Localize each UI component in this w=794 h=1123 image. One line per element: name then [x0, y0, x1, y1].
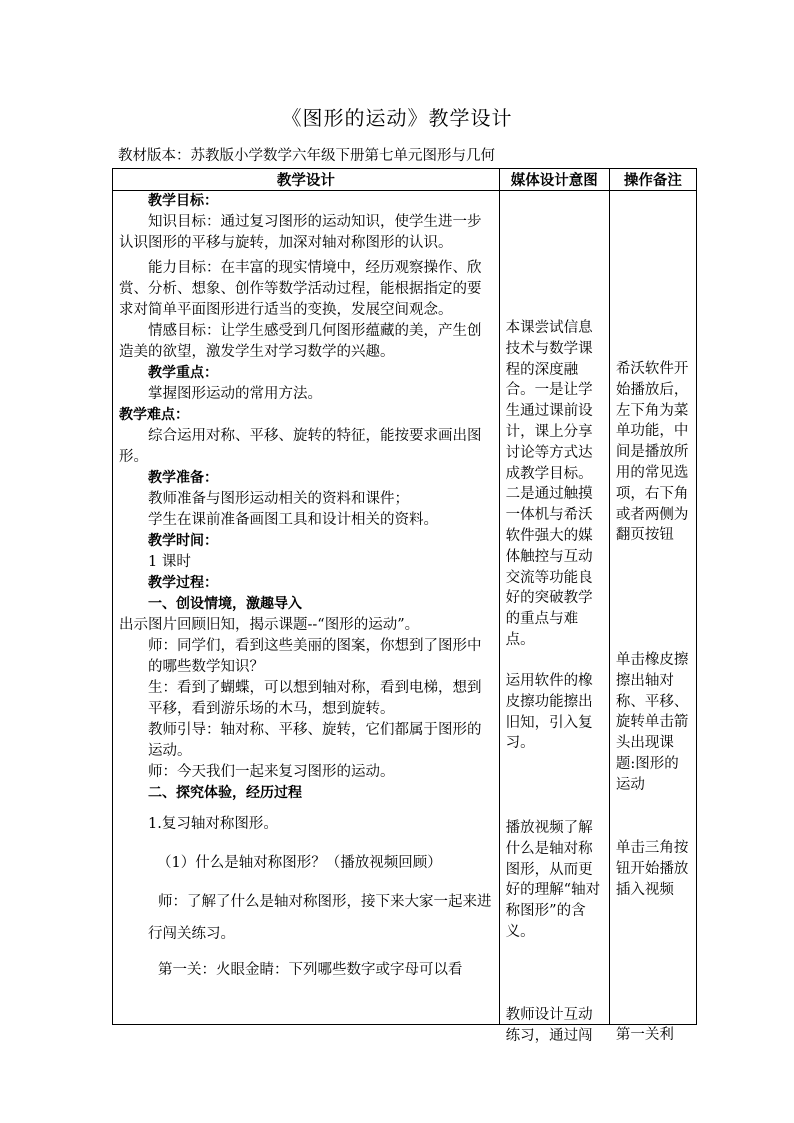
step2-item2: （1）什么是轴对称图形？（播放视频回顾） [157, 855, 442, 871]
step1-line4: 教师引导：轴对称、平移、旋转，它们都属于图形的运动。 [148, 722, 482, 759]
header-teaching-design: 教学设计 [113, 169, 500, 191]
operation-note-4: 第一关利 [615, 1027, 674, 1043]
prep-heading: 教学准备： [148, 470, 218, 486]
step1-line1: 出示图片回顾旧知，揭示课题--“图形的运动”。 [119, 617, 420, 633]
step1-line3: 生：看到了蝴蝶，可以想到轴对称，看到电梯，想到平移，看到游乐场的木马，想到旋转。 [148, 680, 482, 717]
difficulty-text: 综合运用对称、平移、旋转的特征，能按要求画出图形。 [119, 428, 482, 465]
operation-note-1: 希沃软件开始播放后，左下角为菜单功能，中间是播放所用的常见选项，右下角或者两侧为翻页按钮 [615, 361, 689, 544]
knowledge-goal: 知识目标：通过复习图形的运动知识，使学生进一步认识图形的平移与旋转，加深对轴对称图形的认识。 [119, 214, 482, 251]
lesson-plan-table [112, 168, 697, 1044]
key-text: 掌握图形运动的常用方法。 [148, 386, 322, 402]
teaching-design-cell [113, 191, 500, 1025]
process-heading: 教学过程： [148, 575, 218, 591]
step1-line2: 师：同学们，看到这些美丽的图案，你想到了图形中的哪些数学知识？ [148, 638, 482, 675]
prep-student: 学生在课前准备画图工具和设计相关的资料。 [148, 512, 438, 528]
step1-line5: 师：今天我们一起来复习图形的运动。 [148, 764, 395, 780]
header-media-intent: 媒体设计意图 [499, 169, 609, 191]
step1-heading: 一、创设情境，激趣导入 [148, 596, 302, 612]
media-note-2: 运用软件的橡皮擦功能擦出旧知，引入复习。 [505, 673, 593, 752]
difficulty-heading: 教学难点： [119, 407, 189, 423]
header-operation-notes: 操作备注 [609, 169, 696, 191]
step2-item1: 1.复习轴对称图形。 [148, 816, 278, 832]
media-note-4: 教师设计互动练习，通过闯 [505, 1007, 593, 1044]
media-intent-cell [499, 191, 609, 1044]
prep-teacher: 教师准备与图形运动相关的资料和课件； [148, 491, 409, 507]
textbook-edition: 教材版本：苏教版小学数学六年级下册第七单元图形与几何 [118, 148, 495, 164]
step2-heading: 二、探究体验，经历过程 [148, 785, 302, 801]
document-title: 《图形的运动》教学设计 [281, 106, 513, 130]
media-note-3: 播放视频了解什么是轴对称图形，从而更好的理解“轴对称图形”的含义。 [505, 820, 601, 940]
ability-goal: 能力目标：在丰富的现实情境中，经历观察操作、欣赏、分析、想象、创作等数学活动过程，能根据指定的要求对简单平面图形进行适当的变换，发展空间观念。 [119, 260, 482, 318]
emotion-goal: 情感目标：让学生感受到几何图形蕴藏的美，产生创造美的欲望，激发学生对学习数学的兴趣。 [119, 323, 482, 360]
key-heading: 教学重点： [148, 365, 218, 381]
step2-line4: 第一关：火眼金睛：下列哪些数字或字母可以看 [158, 962, 463, 978]
media-note-1: 本课尝试信息技术与数学课程的深度融合。一是让学生通过课前设计，课上分享讨论等方式达成教学目标。二是通过触摸一体机与希沃软件强大的媒体触控与互动交流等功能良好的突破教学的重点与难点。 [505, 320, 593, 648]
operation-notes-cell [609, 191, 696, 1043]
table-header-row [113, 169, 697, 191]
time-heading: 教学时间： [148, 533, 218, 549]
table-body-row [113, 191, 697, 1025]
goals-heading: 教学目标： [148, 193, 218, 209]
operation-note-2: 单击橡皮擦擦出轴对称、平移、旋转单击箭头出现课题:图形的运动 [615, 652, 689, 793]
step2-line3: 师：了解了什么是轴对称图形，接下来大家一起来进行闯关练习。 [148, 894, 492, 942]
time-text: 1 课时 [148, 554, 191, 570]
operation-note-3: 单击三角按钮开始播放插入视频 [615, 840, 689, 898]
